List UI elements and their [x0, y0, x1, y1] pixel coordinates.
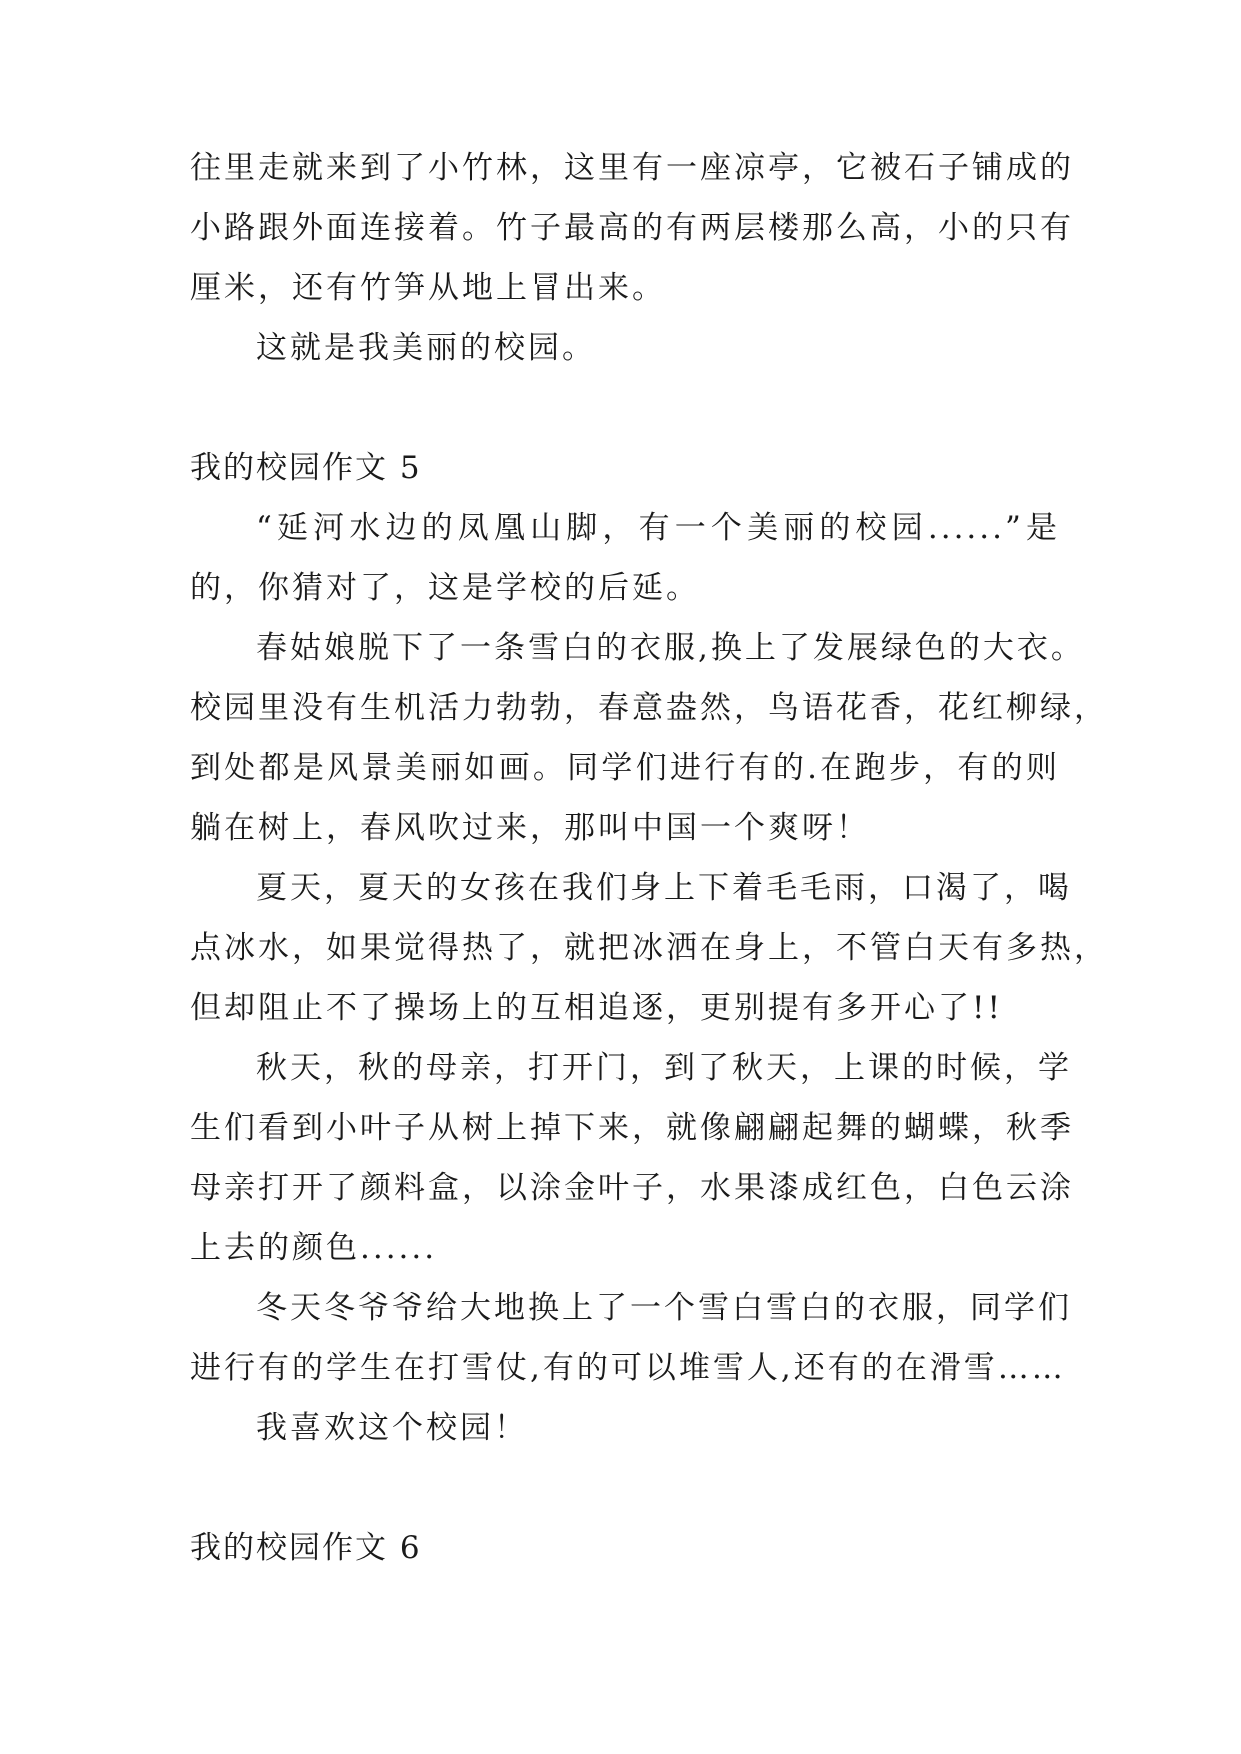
paragraph-line: 这就是我美丽的校园。 [256, 330, 596, 366]
paragraph-line: 躺在树上，春风吹过来，那叫中国一个爽呀！ [190, 810, 870, 846]
paragraph-line: 冬天冬爷爷给大地换上了一个雪白雪白的衣服，同学们 [256, 1290, 1072, 1326]
paragraph-line: 往里走就来到了小竹林，这里有一座凉亭，它被石子铺成的 [190, 150, 1074, 186]
paragraph-line: 小路跟外面连接着。竹子最高的有两层楼那么高，小的只有 [190, 210, 1074, 246]
paragraph-line: 点冰水，如果觉得热了，就把冰洒在身上，不管白天有多热， [190, 930, 1108, 966]
paragraph-line: 校园里没有生机活力勃勃，春意盎然，鸟语花香，花红柳绿， [190, 690, 1108, 726]
paragraph-line: 生们看到小叶子从树上掉下来，就像翩翩起舞的蝴蝶，秋季 [190, 1110, 1074, 1146]
paragraph-line: 进行有的学生在打雪仗,有的可以堆雪人,还有的在滑雪…… [190, 1350, 1066, 1386]
paragraph-line: 秋天，秋的母亲，打开门，到了秋天，上课的时候，学 [256, 1050, 1072, 1086]
paragraph-line: 到处都是风景美丽如画。同学们进行有的.在跑步，有的则 [190, 750, 1060, 786]
paragraph-line: 厘米，还有竹笋从地上冒出来。 [190, 270, 666, 306]
paragraph-line: 母亲打开了颜料盒，以涂金叶子，水果漆成红色，白色云涂 [190, 1170, 1074, 1206]
paragraph-line: “延河水边的凤凰山脚，有一个美丽的校园......”是 [256, 510, 1060, 546]
paragraph-line: 的，你猜对了，这是学校的后延。 [190, 570, 700, 606]
paragraph-line: 上去的颜色...... [190, 1230, 438, 1266]
paragraph-line: 夏天，夏天的女孩在我们身上下着毛毛雨，口渴了，喝 [256, 870, 1072, 906]
section-heading: 我的校园作文 5 [190, 450, 422, 486]
paragraph-line: 我喜欢这个校园！ [256, 1410, 528, 1446]
section-heading: 我的校园作文 6 [190, 1530, 422, 1566]
paragraph-line: 春姑娘脱下了一条雪白的衣服,换上了发展绿色的大衣。 [256, 630, 1085, 666]
paragraph-line: 但却阻止不了操场上的互相追逐，更别提有多开心了!! [190, 990, 1003, 1026]
